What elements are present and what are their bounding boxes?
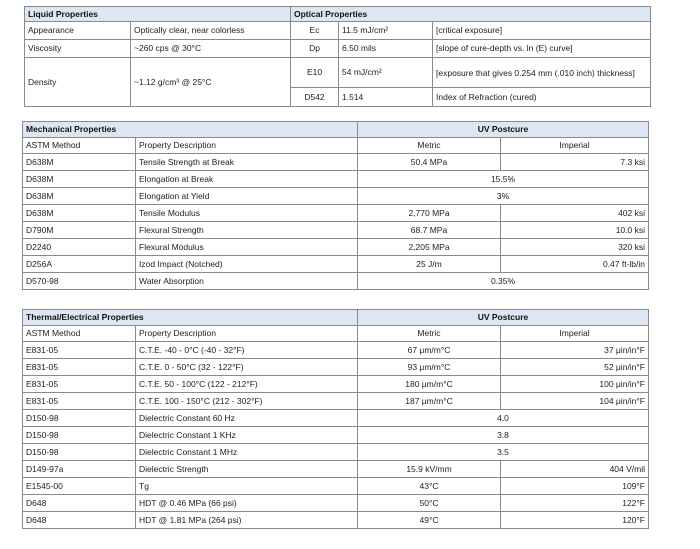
metric-value-cell: 49°C bbox=[358, 512, 501, 529]
table-row bbox=[23, 410, 649, 427]
property-description-cell: Dielectric Constant 1 KHz bbox=[136, 427, 358, 444]
astm-method-cell: D638M bbox=[23, 188, 136, 205]
astm-method-cell: E1545-00 bbox=[23, 478, 136, 495]
imperial-value-cell: 404 V/mil bbox=[501, 461, 649, 478]
imperial-value-cell: 7.3 ksi bbox=[501, 154, 649, 171]
imperial-value-cell: 100 μin/in°F bbox=[501, 376, 649, 393]
metric-value-cell: 43°C bbox=[358, 478, 501, 495]
imperial-value-cell: 10.0 ksi bbox=[501, 222, 649, 239]
optical-value: 11.5 mJ/cm² bbox=[339, 22, 433, 40]
table-row bbox=[23, 376, 649, 393]
table-row bbox=[23, 342, 649, 359]
astm-method-cell: D256A bbox=[23, 256, 136, 273]
astm-method-cell: E831-05 bbox=[23, 376, 136, 393]
liquid-value: Optically clear, near colorless bbox=[131, 22, 291, 40]
col-header-method: ASTM Method bbox=[23, 326, 136, 342]
metric-value-cell: 50°C bbox=[358, 495, 501, 512]
property-description-cell: Flexural Modulus bbox=[136, 239, 358, 256]
imperial-value-cell: 104 μin/in°F bbox=[501, 393, 649, 410]
metric-value-cell: 25 J/m bbox=[358, 256, 501, 273]
combined-value-cell: 15.5% bbox=[358, 171, 649, 188]
imperial-value-cell: 37 μin/in°F bbox=[501, 342, 649, 359]
metric-value-cell: 67 μm/m°C bbox=[358, 342, 501, 359]
table-row bbox=[23, 478, 649, 495]
metric-value-cell: 2,770 MPa bbox=[358, 205, 501, 222]
property-description-cell: C.T.E. -40 - 0°C (-40 - 32°F) bbox=[136, 342, 358, 359]
property-description-cell: Dielectric Strength bbox=[136, 461, 358, 478]
optical-note: Index of Refraction (cured) bbox=[433, 88, 651, 107]
astm-method-cell: D150-98 bbox=[23, 427, 136, 444]
table-row bbox=[23, 444, 649, 461]
optical-name: E10 bbox=[291, 58, 339, 88]
thermal-section: UV Postcure bbox=[358, 310, 649, 326]
optical-note: [exposure that gives 0.254 mm (.010 inch) thickness] bbox=[433, 58, 651, 88]
table-row bbox=[23, 154, 649, 171]
property-description-cell: C.T.E. 50 - 100°C (122 - 212°F) bbox=[136, 376, 358, 393]
table-row bbox=[23, 222, 649, 239]
optical-value: 1.514 bbox=[339, 88, 433, 107]
optical-note: [critical exposure] bbox=[433, 22, 651, 40]
metric-value-cell: 180 μm/m°C bbox=[358, 376, 501, 393]
optical-name: Dp bbox=[291, 40, 339, 58]
astm-method-cell: D150-98 bbox=[23, 410, 136, 427]
table-row bbox=[23, 359, 649, 376]
astm-method-cell: E831-05 bbox=[23, 359, 136, 376]
metric-value-cell: 50.4 MPa bbox=[358, 154, 501, 171]
col-header-desc: Property Description bbox=[136, 326, 358, 342]
property-description-cell: Water Absorption bbox=[136, 273, 358, 290]
astm-method-cell: E831-05 bbox=[23, 342, 136, 359]
table-row bbox=[23, 512, 649, 529]
col-header-metric: Metric bbox=[358, 326, 501, 342]
astm-method-cell: D648 bbox=[23, 495, 136, 512]
metric-value-cell: 15.9 kV/mm bbox=[358, 461, 501, 478]
table-row bbox=[23, 171, 649, 188]
combined-value-cell: 3% bbox=[358, 188, 649, 205]
liquid-name: Appearance bbox=[25, 22, 131, 40]
property-description-cell: Tensile Strength at Break bbox=[136, 154, 358, 171]
combined-value-cell: 3.5 bbox=[358, 444, 649, 461]
col-header-method: ASTM Method bbox=[23, 138, 136, 154]
liquid-properties-title: Liquid Properties bbox=[25, 7, 291, 22]
astm-method-cell: D638M bbox=[23, 171, 136, 188]
optical-value: 6.50 mils bbox=[339, 40, 433, 58]
astm-method-cell: D638M bbox=[23, 205, 136, 222]
thermal-title: Thermal/Electrical Properties bbox=[23, 310, 358, 326]
table-row bbox=[23, 393, 649, 410]
mechanical-section: UV Postcure bbox=[358, 122, 649, 138]
table-row bbox=[23, 461, 649, 478]
property-description-cell: Elongation at Break bbox=[136, 171, 358, 188]
liquid-value: ~260 cps @ 30°C bbox=[131, 40, 291, 58]
imperial-value-cell: 109°F bbox=[501, 478, 649, 495]
imperial-value-cell: 0.47 ft-lb/in bbox=[501, 256, 649, 273]
astm-method-cell: D638M bbox=[23, 154, 136, 171]
astm-method-cell: D790M bbox=[23, 222, 136, 239]
astm-method-cell: D149-97a bbox=[23, 461, 136, 478]
property-description-cell: Tg bbox=[136, 478, 358, 495]
liquid-name: Density bbox=[25, 58, 131, 107]
astm-method-cell: D648 bbox=[23, 512, 136, 529]
property-description-cell: C.T.E. 0 - 50°C (32 - 122°F) bbox=[136, 359, 358, 376]
property-description-cell: HDT @ 0.46 MPa (66 psi) bbox=[136, 495, 358, 512]
imperial-value-cell: 402 ksi bbox=[501, 205, 649, 222]
liquid-optical-table bbox=[24, 6, 651, 107]
imperial-value-cell: 320 ksi bbox=[501, 239, 649, 256]
optical-name: D542 bbox=[291, 88, 339, 107]
property-description-cell: HDT @ 1.81 MPa (264 psi) bbox=[136, 512, 358, 529]
metric-value-cell: 93 μm/m°C bbox=[358, 359, 501, 376]
property-description-cell: Dielectric Constant 1 MHz bbox=[136, 444, 358, 461]
col-header-desc: Property Description bbox=[136, 138, 358, 154]
property-description-cell: Flexural Strength bbox=[136, 222, 358, 239]
property-description-cell: Elongation at Yield bbox=[136, 188, 358, 205]
mechanical-table bbox=[22, 121, 649, 290]
astm-method-cell: D150-98 bbox=[23, 444, 136, 461]
col-header-imperial: Imperial bbox=[501, 138, 649, 154]
astm-method-cell: D570-98 bbox=[23, 273, 136, 290]
astm-method-cell: E831-05 bbox=[23, 393, 136, 410]
col-header-imperial: Imperial bbox=[501, 326, 649, 342]
property-description-cell: Tensile Modulus bbox=[136, 205, 358, 222]
optical-note: [slope of cure-depth vs. ln (E) curve] bbox=[433, 40, 651, 58]
metric-value-cell: 187 μm/m°C bbox=[358, 393, 501, 410]
imperial-value-cell: 122°F bbox=[501, 495, 649, 512]
metric-value-cell: 68.7 MPa bbox=[358, 222, 501, 239]
combined-value-cell: 0.35% bbox=[358, 273, 649, 290]
mechanical-title: Mechanical Properties bbox=[23, 122, 358, 138]
property-description-cell: C.T.E. 100 - 150°C (212 - 302°F) bbox=[136, 393, 358, 410]
property-description-cell: Izod Impact (Notched) bbox=[136, 256, 358, 273]
optical-value: 54 mJ/cm² bbox=[339, 58, 433, 88]
table-row bbox=[23, 495, 649, 512]
combined-value-cell: 4.0 bbox=[358, 410, 649, 427]
imperial-value-cell: 120°F bbox=[501, 512, 649, 529]
table-row bbox=[23, 256, 649, 273]
table-row bbox=[23, 239, 649, 256]
thermal-table bbox=[22, 309, 649, 529]
table-row bbox=[23, 427, 649, 444]
astm-method-cell: D2240 bbox=[23, 239, 136, 256]
table-row bbox=[23, 205, 649, 222]
table-row bbox=[23, 188, 649, 205]
liquid-name: Viscosity bbox=[25, 40, 131, 58]
optical-name: Ec bbox=[291, 22, 339, 40]
liquid-value: ~1.12 g/cm³ @ 25°C bbox=[131, 58, 291, 107]
metric-value-cell: 2,205 MPa bbox=[358, 239, 501, 256]
combined-value-cell: 3.8 bbox=[358, 427, 649, 444]
col-header-metric: Metric bbox=[358, 138, 501, 154]
property-description-cell: Dielectric Constant 60 Hz bbox=[136, 410, 358, 427]
imperial-value-cell: 52 μin/in°F bbox=[501, 359, 649, 376]
optical-properties-title: Optical Properties bbox=[291, 7, 651, 22]
table-row bbox=[23, 273, 649, 290]
